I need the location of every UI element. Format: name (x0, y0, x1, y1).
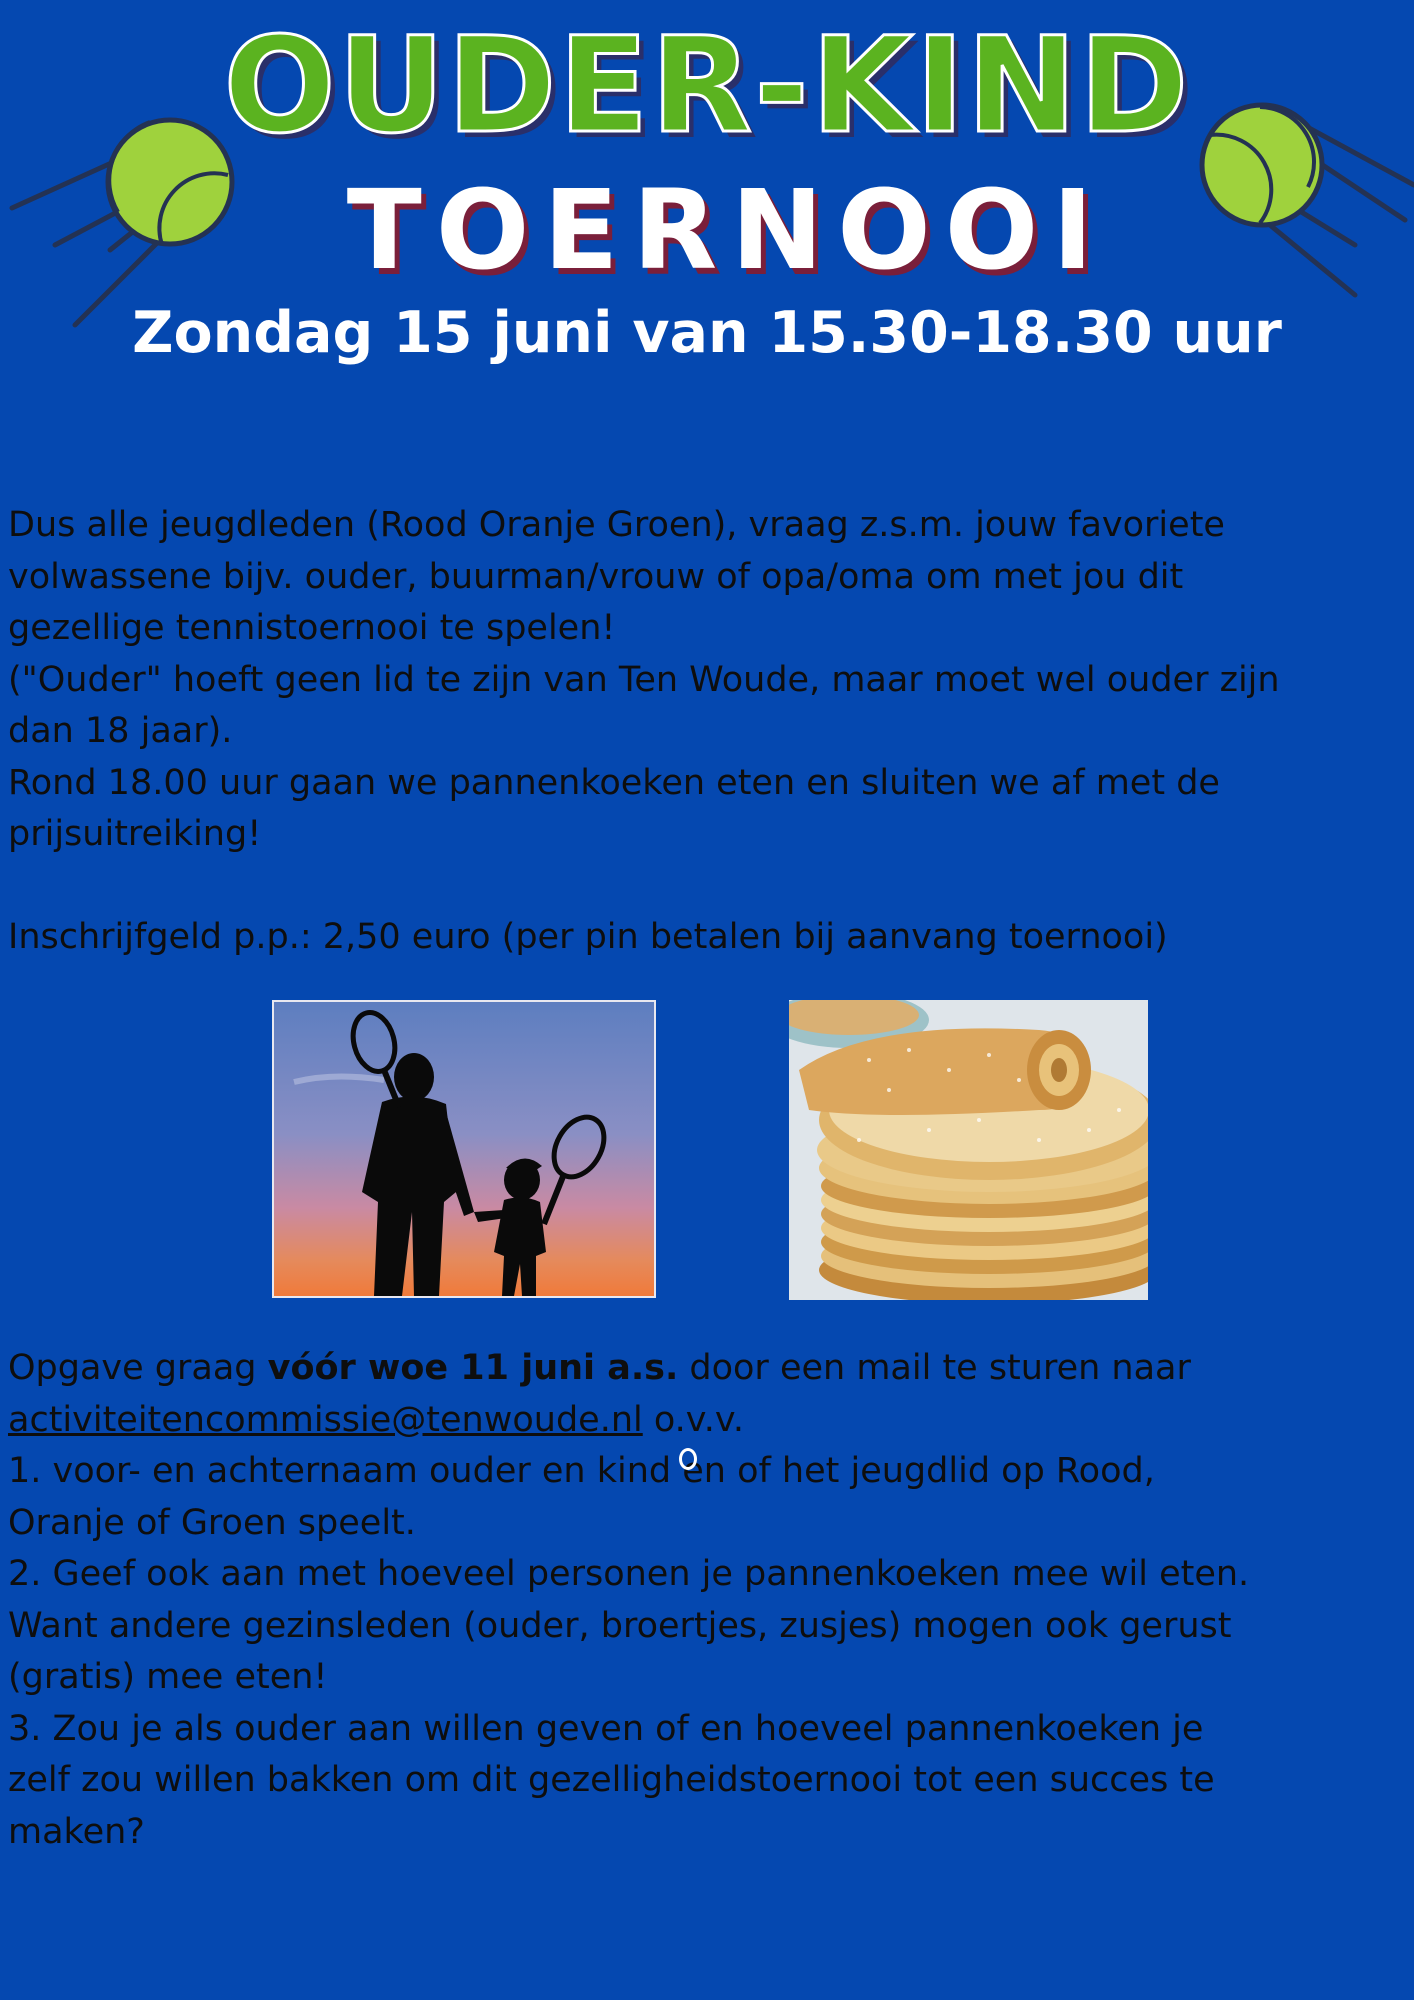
deadline-text: vóór woe 11 juni a.s. (267, 1348, 679, 1388)
intro-line: Dus alle jeugdleden (Rood Oranje Groen), vraag z.s.m. jouw favoriete (8, 505, 1225, 545)
cursor-icon (679, 1448, 697, 1470)
email-link[interactable]: activiteitencommissie@tenwoude.nl (8, 1399, 643, 1440)
signup-line: Want andere gezinsleden (ouder, broertjes, zusjes) mogen ook gerust (8, 1605, 1232, 1646)
signup-text (8, 1343, 1408, 1858)
poster-subtitle: TOERNOOI (346, 166, 1108, 294)
signup-line: 3. Zou je als ouder aan willen geven of en hoeveel pannenkoeken je (8, 1708, 1204, 1749)
intro-line: dan 18 jaar). (8, 711, 233, 751)
intro-line: gezellige tennistoernooi te spelen! (8, 608, 616, 648)
intro-line: Rond 18.00 uur gaan we pannenkoeken eten en sluiten we af met de (8, 762, 1220, 803)
signup-line: 2. Geef ook aan met hoeveel personen je pannenkoeken mee wil eten. (8, 1554, 1250, 1594)
signup-line: activiteitencommissie@tenwoude.nl o.v.v. (8, 1399, 745, 1440)
intro-text (8, 500, 1408, 964)
signup-line: Oranje of Groen speelt. (8, 1502, 416, 1543)
intro-line: volwassene bijv. ouder, buurman/vrouw of opa/oma om met jou dit (8, 556, 1184, 597)
signup-line: (gratis) mee eten! (8, 1657, 328, 1697)
intro-line: ("Ouder" hoeft geen lid te zijn van Ten Woude, maar moet wel ouder zijn (8, 659, 1280, 700)
pancake-stack-image (789, 1000, 1148, 1300)
signup-line: 1. voor- en achternaam ouder en kind en of het jeugdlid op Rood, (8, 1451, 1155, 1491)
fee-text: Inschrijfgeld p.p.: 2,50 euro (per pin betalen bij aanvang toernooi) (8, 917, 1168, 957)
poster-title: OUDER-KIND (223, 9, 1191, 163)
intro-line: prijsuitreiking! (8, 814, 262, 854)
signup-line: Opgave graag vóór woe 11 juni a.s. door een mail te sturen naar (8, 1348, 1191, 1388)
signup-line: zelf zou willen bakken om dit gezelligheidstoernooi tot een succes te (8, 1760, 1215, 1800)
signup-line: maken? (8, 1811, 145, 1852)
event-date: Zondag 15 juni van 15.30-18.30 uur (132, 300, 1282, 366)
parent-child-tennis-image (272, 1000, 656, 1298)
